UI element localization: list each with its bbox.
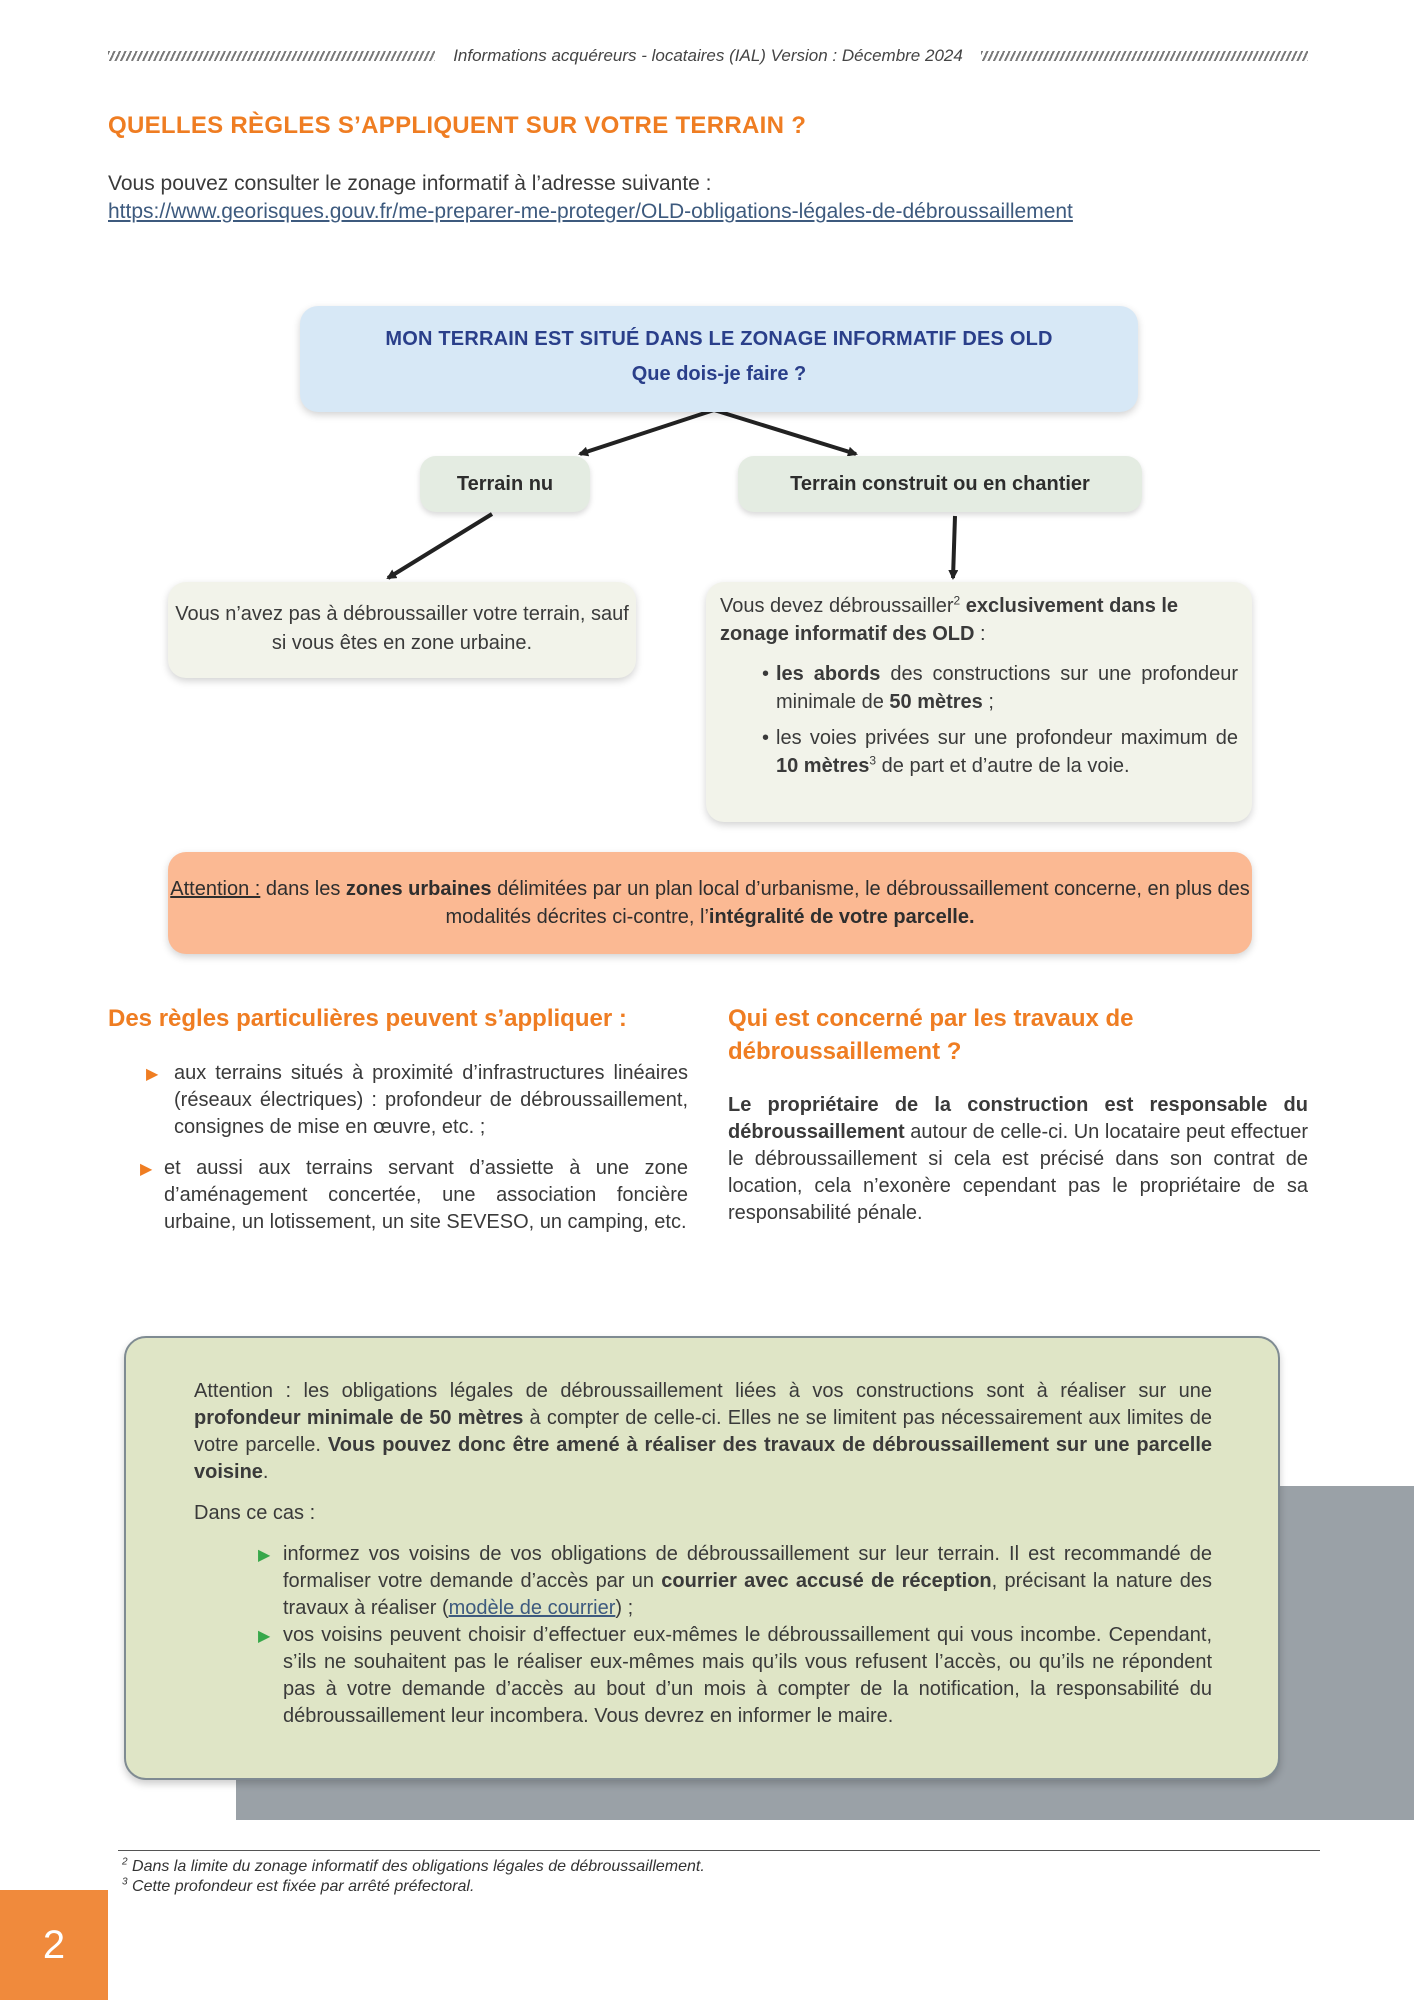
section-title-concerne: Qui est concerné par les travaux de débroussaillement ?	[728, 1005, 1134, 1065]
branch-terrain-nu: Terrain nu	[420, 456, 590, 512]
concerne-paragraph: Le propriétaire de la construction est responsable du débroussaillement autour de celle-ci. Un locataire peut effectuer le débroussaillement si cela est précisé dans son contrat de location, cela n’exonère cependant pas le propriétaire de sa responsabilité pénale.	[728, 1094, 1308, 1224]
flow-top-box	[300, 306, 1138, 412]
result-bullets	[720, 660, 1238, 780]
result-terrain-nu: Vous n’avez pas à débroussailler votre terrain, sauf si vous êtes en zone urbaine.	[168, 582, 636, 678]
attention-zones-urbaines: Attention : dans les zones urbaines délimitées par un plan local d’urbanisme, le débroussaillement concerne, en plus des modalités décrites ci-contre, l’intégralité de votre parcelle.	[168, 852, 1252, 954]
footnotes	[122, 1857, 705, 1897]
footnote-3: $^3$ Cette profondeur est fixée par arrêté préfectoral.	[122, 1876, 475, 1895]
list-item: ▶ aux terrains situés à proximité d’infrastructures linéaires (réseaux électriques) : profondeur de débroussaillement, consignes de mise en œuvre, etc. ;	[146, 1062, 688, 1138]
list-item: ▶ et aussi aux terrains servant d’assiette à une zone d’aménagement concertée, une association foncière urbaine, un lotissement, un site SEVESO, un camping, etc.	[140, 1157, 688, 1233]
attention-voisins-box	[124, 1336, 1280, 1780]
modele-courrier-link[interactable]: modèle de courrier	[448, 1597, 616, 1619]
arrow-to-terrain-nu	[580, 410, 714, 454]
arrow-to-right-result	[953, 516, 955, 578]
footnote-2: $^2$ Dans la limite du zonage informatif des obligations légales de débroussaillement.	[122, 1856, 705, 1875]
flow-top-question: Que dois-je faire ?	[631, 363, 807, 385]
triangle-bullet-icon: ▶	[258, 1547, 271, 1564]
georisques-link[interactable]: https://www.georisques.gouv.fr/me-preparer-me-proteger/OLD-obligations-légales-de-débroussaillement	[108, 200, 1073, 223]
triangle-bullet-icon: ▶	[140, 1161, 153, 1178]
triangle-bullet-icon: ▶	[146, 1066, 159, 1083]
footnote-divider	[118, 1850, 1320, 1851]
result-bullet-abords: • les abords des constructions sur une profondeur minimale de 50 mètres ;	[776, 660, 1238, 716]
list-item: ▶ vos voisins peuvent choisir d’effectuer eux-mêmes le débroussaillement qui vous incombe. Cependant, s’ils ne souhaitent pas le réaliser eux-mêmes mais qu’ils vous refusent l’accès, ou qu’ils ne répondent pas à votre demande d’accès au bout d’un mois à compter de la notification, la responsabilité du débroussaillement leur incombera. Vous devrez en informer le maire.	[258, 1624, 1212, 1727]
result-lead: Vous devez débroussailler$^2$ exclusivement dans le zonage informatif des OLD :	[720, 593, 1179, 645]
arrow-to-terrain-construit	[714, 410, 856, 454]
attention-voisins-paragraph: Attention : les obligations légales de débroussaillement liées à vos constructions sont à réaliser sur une profondeur minimale de 50 mètres à compter de celle-ci. Elles ne se limitent pas nécessairement aux limites de votre parcelle. Vous pouvez donc être amené à réaliser des travaux de débroussaillement sur une parcelle voisine.	[194, 1380, 1213, 1483]
arrow-to-left-result	[388, 514, 492, 578]
result-terrain-construit	[706, 582, 1252, 822]
page-title: QUELLES RÈGLES S’APPLIQUENT SUR VOTRE TERRAIN ?	[108, 112, 807, 139]
flow-top-title: MON TERRAIN EST SITUÉ DANS LE ZONAGE INFORMATIF DES OLD	[385, 328, 1053, 350]
page-number: 2	[0, 1890, 108, 2000]
section-title-regles: Des règles particulières peuvent s’appliquer :	[108, 1005, 627, 1032]
list-item: ▶ informez vos voisins de vos obligations de débroussaillement sur leur terrain. Il est recommandé de formaliser votre demande d’accès par un courrier avec accusé de réception, précisant la nature des travaux à réaliser (modèle de courrier) ;	[258, 1543, 1212, 1619]
intro-text: Vous pouvez consulter le zonage informatif à l’adresse suivante :	[108, 172, 712, 195]
regles-list	[140, 1060, 688, 1250]
triangle-bullet-icon: ▶	[258, 1628, 271, 1645]
branch-terrain-construit: Terrain construit ou en chantier	[738, 456, 1142, 512]
dans-ce-cas: Dans ce cas :	[194, 1502, 316, 1524]
header-text: Informations acquéreurs - locataires (IAL) Version : Décembre 2024	[453, 46, 963, 65]
result-bullet-voies: • les voies privées sur une profondeur maximum de 10 mètres$^3$ de part et d’autre de la voie.	[776, 724, 1238, 780]
